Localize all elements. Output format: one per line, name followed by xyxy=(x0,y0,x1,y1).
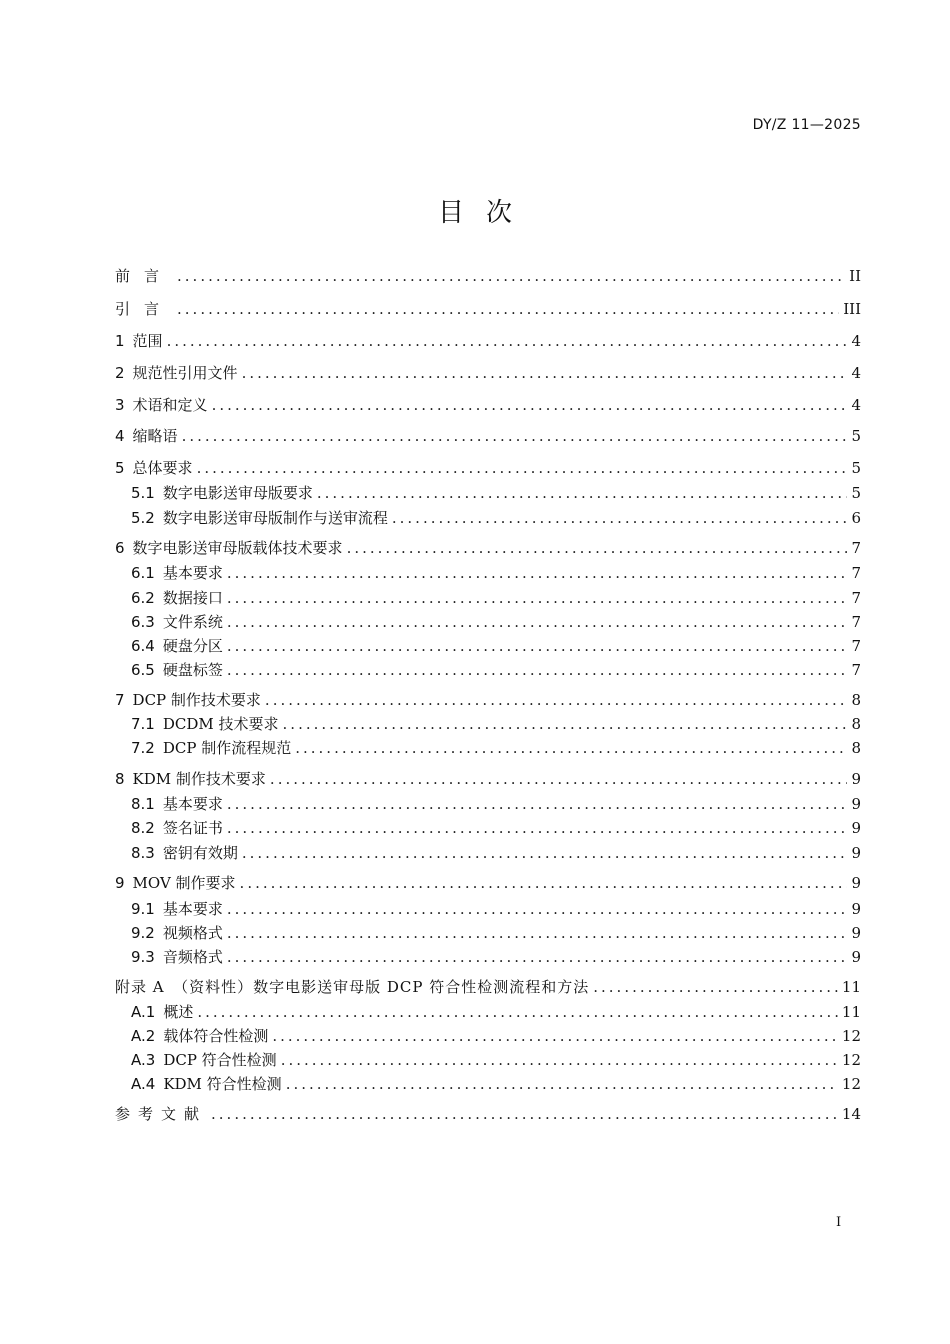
toc-leader-dots xyxy=(197,1003,838,1021)
toc-entry-label xyxy=(115,330,163,351)
toc-leader-dots xyxy=(286,1075,838,1093)
toc-entry[interactable] xyxy=(115,457,861,478)
toc-leader-dots xyxy=(227,637,848,655)
toc-entry-page: 7 xyxy=(851,661,861,679)
toc-leader-dots xyxy=(227,948,848,966)
toc-entry-number: 9 xyxy=(115,874,125,892)
toc-entry-number: 6.3 xyxy=(131,613,155,631)
toc-entry-page: 8 xyxy=(851,715,861,733)
toc-leader-dots xyxy=(392,509,848,527)
toc-entry-label xyxy=(115,1103,207,1124)
toc-entry[interactable] xyxy=(115,976,861,997)
toc-entry-page: 4 xyxy=(851,332,861,350)
toc-entry-title: DCP 制作流程规范 xyxy=(162,739,292,757)
toc-entry-title: MOV 制作要求 xyxy=(132,874,236,892)
toc-entry[interactable] xyxy=(115,689,861,710)
toc-leader-dots xyxy=(227,795,848,813)
toc-leader-dots xyxy=(227,924,848,942)
toc-entry-page: 9 xyxy=(851,900,861,918)
toc-entry-title: 硬盘标签 xyxy=(162,661,223,679)
toc-leader-dots xyxy=(295,739,847,757)
toc-entry-label xyxy=(131,922,223,943)
toc-entry-number: 6.4 xyxy=(131,637,155,655)
toc-entry-page: 12 xyxy=(841,1075,861,1093)
toc-entry[interactable] xyxy=(131,1001,861,1022)
toc-entry[interactable] xyxy=(115,330,861,351)
toc-entry-title: 规范性引用文件 xyxy=(132,364,238,382)
toc-entry-page: 9 xyxy=(851,770,861,788)
toc-entry[interactable] xyxy=(131,1025,861,1046)
toc-entry[interactable] xyxy=(131,507,861,528)
toc-entry-number: A.4 xyxy=(131,1075,156,1093)
toc-entry-number: 1 xyxy=(115,332,125,350)
toc-entry-title: DCDM 技术要求 xyxy=(162,715,279,733)
toc-entry-label xyxy=(131,1001,193,1022)
toc-entry-number: 2 xyxy=(115,364,125,382)
toc-entry[interactable] xyxy=(131,713,861,734)
toc-leader-dots xyxy=(211,1105,838,1123)
toc-entry-title: DCP 符合性检测 xyxy=(163,1051,277,1069)
toc-entry-title: 基本要求 xyxy=(162,564,223,582)
toc-entry-label xyxy=(131,659,223,680)
toc-entry-title: 数字电影送审母版制作与送审流程 xyxy=(162,509,388,527)
toc-entry-number: 8.1 xyxy=(131,795,155,813)
toc-leader-dots xyxy=(347,539,848,557)
toc-entry-label xyxy=(131,793,223,814)
toc-entry-number: 8 xyxy=(115,770,125,788)
toc-entry-title: DCP 制作技术要求 xyxy=(132,691,261,709)
toc-entry-page: 7 xyxy=(851,539,861,557)
toc-entry-title: 数字电影送审母版载体技术要求 xyxy=(132,539,343,557)
toc-entry-number: 8.2 xyxy=(131,819,155,837)
toc-entry-label xyxy=(115,537,343,558)
toc-entry-page: III xyxy=(843,300,861,318)
toc-entry[interactable] xyxy=(115,394,861,415)
toc-entry-label xyxy=(131,713,279,734)
toc-leader-dots xyxy=(167,332,848,350)
toc-entry-page: 9 xyxy=(851,844,861,862)
toc-entry-title: 音频格式 xyxy=(162,948,223,966)
toc-entry-label xyxy=(115,394,208,415)
toc-entry-page: 9 xyxy=(851,924,861,942)
toc-entry-title: 前言 xyxy=(115,267,174,285)
toc-entry-page: 9 xyxy=(851,948,861,966)
toc-entry-title: 载体符合性检测 xyxy=(163,1027,269,1045)
toc-entry-number: 7.2 xyxy=(131,739,155,757)
toc-entry[interactable] xyxy=(131,793,861,814)
toc-entry-label xyxy=(115,689,261,710)
toc-entry-title: 引言 xyxy=(115,300,174,318)
toc-entry[interactable] xyxy=(115,872,861,893)
toc-entry-label xyxy=(131,1025,268,1046)
toc-leader-dots xyxy=(197,459,848,477)
toc-entry-title: 硬盘分区 xyxy=(162,637,223,655)
toc-entry[interactable] xyxy=(115,537,861,558)
toc-entry-title: 数据接口 xyxy=(162,589,223,607)
toc-leader-dots xyxy=(270,770,848,788)
toc-entry-title: 签名证书 xyxy=(162,819,223,837)
toc-leader-dots xyxy=(242,364,848,382)
toc-entry-title: 总体要求 xyxy=(132,459,193,477)
page-title: 目次 xyxy=(437,198,534,228)
toc-leader-dots xyxy=(227,613,848,631)
toc-entry-title: 数字电影送审母版要求 xyxy=(162,484,313,502)
toc-entry[interactable] xyxy=(115,425,861,446)
toc-entry-number: A.3 xyxy=(131,1051,156,1069)
toc-leader-dots xyxy=(177,300,839,318)
toc-entry-label xyxy=(115,298,173,319)
toc-entry-page: 5 xyxy=(851,459,861,477)
toc-entry-label xyxy=(131,562,223,583)
toc-entry[interactable] xyxy=(131,611,861,632)
toc-leader-dots xyxy=(242,844,848,862)
toc-entry-page: 4 xyxy=(851,396,861,414)
toc-entry-page: 14 xyxy=(841,1105,861,1123)
toc-entry-title: 术语和定义 xyxy=(132,396,208,414)
toc-entry-label xyxy=(131,507,388,528)
toc-entry[interactable] xyxy=(115,265,861,286)
toc-entry-title: 密钥有效期 xyxy=(162,844,238,862)
toc-entry-page: 9 xyxy=(851,874,861,892)
toc-entry[interactable] xyxy=(131,635,861,656)
toc-entry-page: 7 xyxy=(851,589,861,607)
toc-entry-page: 4 xyxy=(851,364,861,382)
toc-entry-page: 9 xyxy=(851,819,861,837)
toc-leader-dots xyxy=(227,589,848,607)
toc-entry[interactable] xyxy=(131,1049,861,1070)
toc-leader-dots xyxy=(240,874,848,892)
toc-leader-dots xyxy=(317,484,848,502)
toc-entry-number: 5.2 xyxy=(131,509,155,527)
toc-entry-label xyxy=(131,817,223,838)
toc-entry-number: 6.2 xyxy=(131,589,155,607)
toc-entry[interactable] xyxy=(131,587,861,608)
toc-entry-label xyxy=(115,976,589,997)
toc-entry-number: 7.1 xyxy=(131,715,155,733)
toc-leader-dots xyxy=(227,819,848,837)
toc-entry-title: KDM 制作技术要求 xyxy=(132,770,266,788)
toc-entry-title: 参考文献 xyxy=(115,1105,208,1123)
toc-leader-dots xyxy=(227,564,848,582)
toc-entry-page: 8 xyxy=(851,739,861,757)
toc-entry-number: A.1 xyxy=(131,1003,156,1021)
toc-entry-label xyxy=(131,482,313,503)
toc-entry[interactable] xyxy=(115,298,861,319)
toc-entry[interactable] xyxy=(115,768,861,789)
toc-entry-label xyxy=(115,265,173,286)
toc-entry[interactable] xyxy=(131,842,861,863)
toc-entry-label xyxy=(131,587,223,608)
toc-entry-label xyxy=(131,737,291,758)
toc-entry-label xyxy=(131,1049,277,1070)
toc-entry-number: 9.2 xyxy=(131,924,155,942)
toc-entry[interactable] xyxy=(131,482,861,503)
toc-entry-page: 12 xyxy=(841,1027,861,1045)
toc-entry-page: 7 xyxy=(851,613,861,631)
toc-entry-page: 8 xyxy=(851,691,861,709)
document-code: DY/Z 11—2025 xyxy=(752,117,861,133)
toc-entry-number: 8.3 xyxy=(131,844,155,862)
toc-leader-dots xyxy=(227,661,848,679)
toc-entry[interactable] xyxy=(131,946,861,967)
toc-entry[interactable] xyxy=(131,817,861,838)
toc-entry-page: 9 xyxy=(851,795,861,813)
toc-entry-number: 6 xyxy=(115,539,125,557)
toc-entry-label xyxy=(131,1073,282,1094)
toc-entry-title: 范围 xyxy=(132,332,163,350)
toc-entry[interactable] xyxy=(131,898,861,919)
toc-entry-page: 12 xyxy=(841,1051,861,1069)
toc-entry-page: 5 xyxy=(851,484,861,502)
toc-entry[interactable] xyxy=(115,362,861,383)
toc-entry-title: KDM 符合性检测 xyxy=(163,1075,282,1093)
toc-entry-number: 5.1 xyxy=(131,484,155,502)
toc-entry-title: 附录 A （资料性）数字电影送审母版 DCP 符合性检测流程和方法 xyxy=(115,978,590,996)
toc-entry-number: 5 xyxy=(115,459,125,477)
toc-entry-page: 5 xyxy=(851,427,861,445)
toc-entry-label xyxy=(115,872,236,893)
toc-entry-number: 6.1 xyxy=(131,564,155,582)
toc-entry-label xyxy=(131,842,238,863)
toc-entry-label xyxy=(131,946,223,967)
toc-entry[interactable] xyxy=(131,922,861,943)
toc-entry-title: 基本要求 xyxy=(162,795,223,813)
toc-entry-label xyxy=(131,635,223,656)
toc-entry-page: 11 xyxy=(841,978,861,996)
toc-entry[interactable] xyxy=(131,562,861,583)
toc-leader-dots xyxy=(272,1027,838,1045)
toc-leader-dots xyxy=(265,691,848,709)
toc-entry-number: A.2 xyxy=(131,1027,156,1045)
toc-entry-number: 3 xyxy=(115,396,125,414)
toc-entry[interactable] xyxy=(131,1073,861,1094)
toc-leader-dots xyxy=(212,396,848,414)
toc-entry-page: 7 xyxy=(851,564,861,582)
toc-entry[interactable] xyxy=(131,737,861,758)
toc-entry-number: 4 xyxy=(115,427,125,445)
toc-entry-page: II xyxy=(849,267,861,285)
toc-entry-title: 概述 xyxy=(163,1003,194,1021)
toc-leader-dots xyxy=(283,715,848,733)
toc-entry-label xyxy=(115,768,266,789)
toc-entry-page: 7 xyxy=(851,637,861,655)
toc-entry[interactable] xyxy=(115,1103,861,1124)
toc-entry-number: 9.1 xyxy=(131,900,155,918)
toc-entry-title: 缩略语 xyxy=(132,427,178,445)
toc-leader-dots xyxy=(182,427,848,445)
toc-entry-number: 7 xyxy=(115,691,125,709)
toc-entry-label xyxy=(131,898,223,919)
toc-leader-dots xyxy=(593,978,838,996)
toc-entry-title: 基本要求 xyxy=(162,900,223,918)
toc-entry-title: 文件系统 xyxy=(162,613,223,631)
toc-entry-page: 11 xyxy=(841,1003,861,1021)
toc-leader-dots xyxy=(227,900,848,918)
toc-entry-number: 6.5 xyxy=(131,661,155,679)
toc-entry-label xyxy=(115,425,178,446)
toc-leader-dots xyxy=(281,1051,838,1069)
toc-entry[interactable] xyxy=(131,659,861,680)
toc-entry-label xyxy=(115,457,193,478)
toc-entry-page: 6 xyxy=(851,509,861,527)
toc-leader-dots xyxy=(177,267,845,285)
toc-entry-title: 视频格式 xyxy=(162,924,223,942)
page-number: I xyxy=(836,1215,842,1230)
toc-entry-label xyxy=(115,362,238,383)
toc-entry-number: 9.3 xyxy=(131,948,155,966)
toc-entry-label xyxy=(131,611,223,632)
